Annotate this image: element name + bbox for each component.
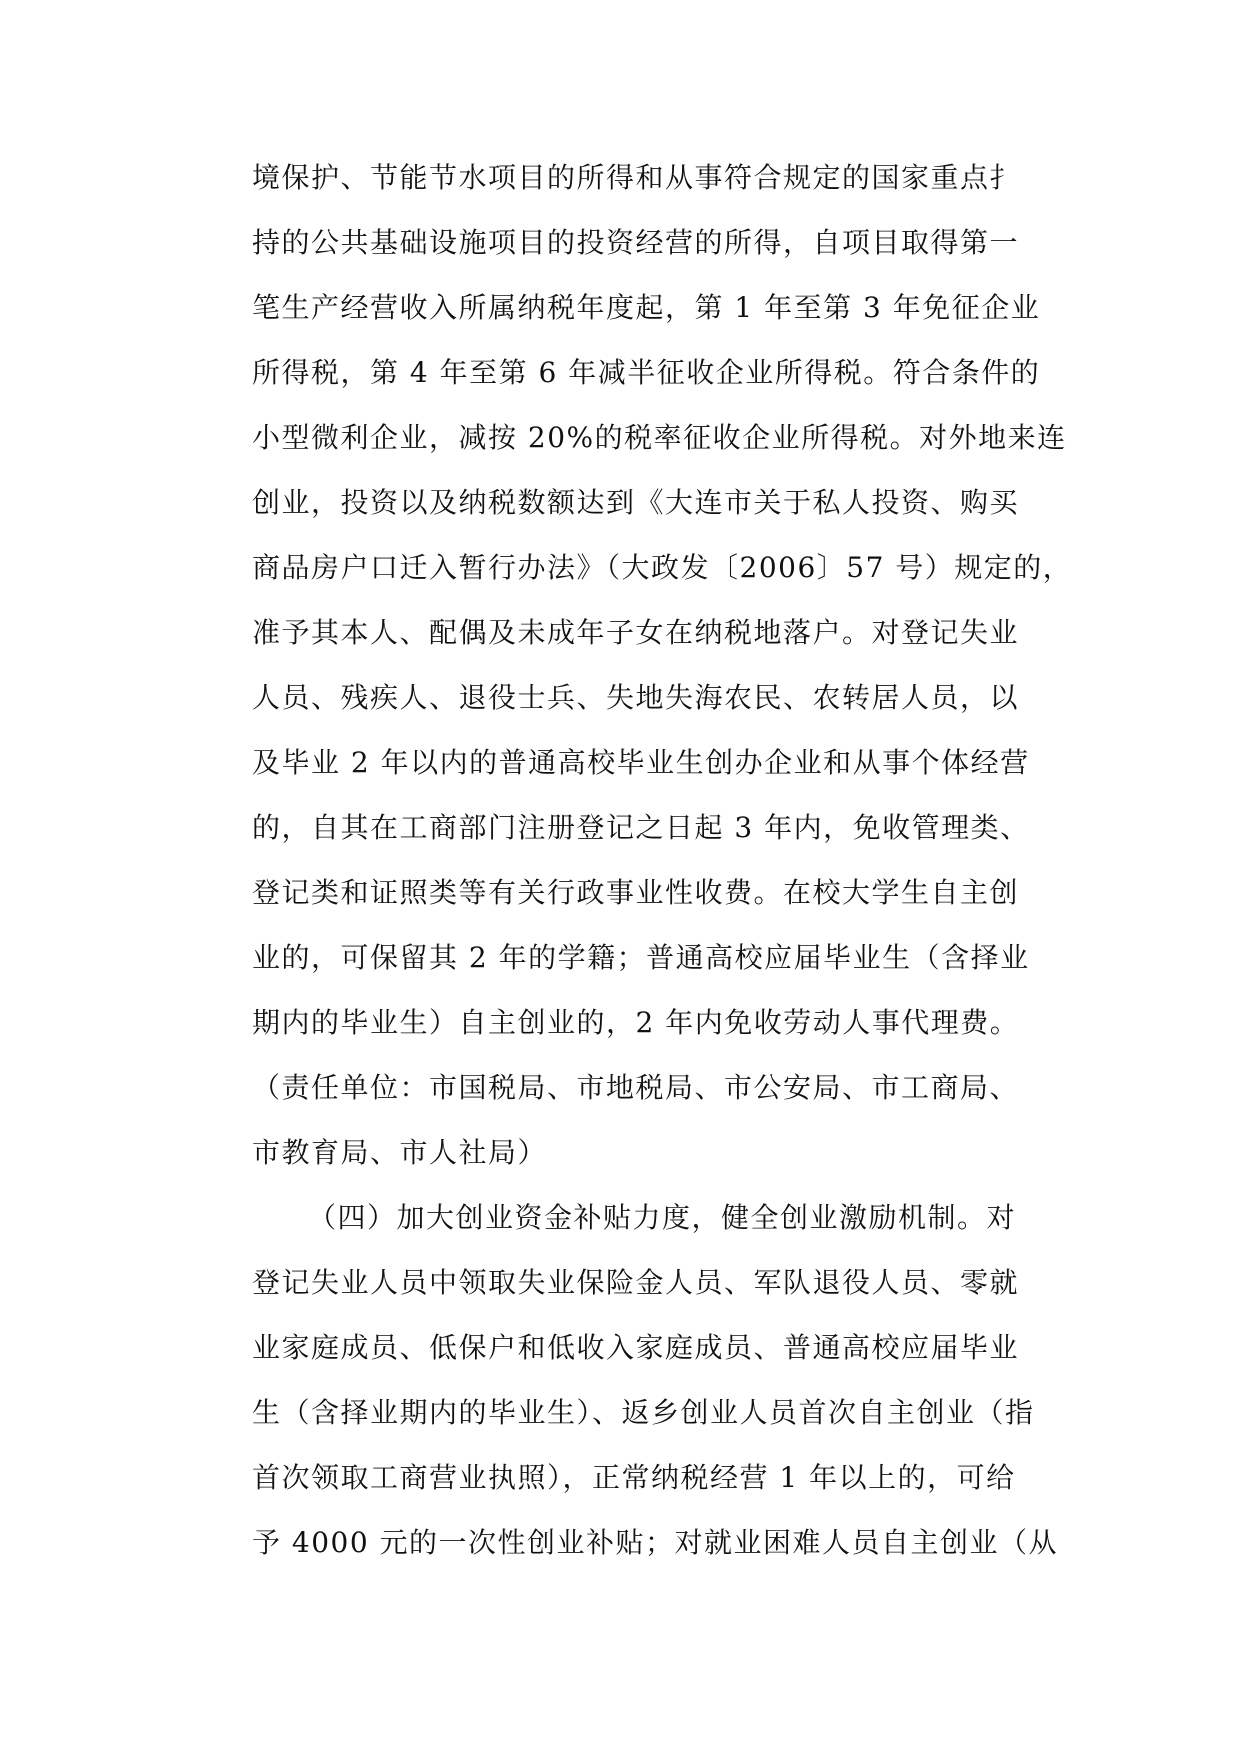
- document-body: [252, 158, 1073, 1598]
- text-line: 登记类和证照类等有关行政事业性收费。在校大学生自主创: [252, 876, 1020, 909]
- text-line: 所得税，第 4 年至第 6 年减半征收企业所得税。符合条件的: [252, 356, 1041, 389]
- text-line: 期内的毕业生）自主创业的，2 年内免收劳动人事代理费。: [252, 1006, 1020, 1039]
- text-line: 商品房户口迁入暂行办法》（大政发〔2006〕57 号）规定的，: [252, 551, 1073, 584]
- text-line: 人员、残疾人、退役士兵、失地失海农民、农转居人员，以: [252, 681, 1020, 714]
- text-line: 创业，投资以及纳税数额达到《大连市关于私人投资、购买: [252, 486, 1020, 519]
- text-line: 业家庭成员、低保户和低收入家庭成员、普通高校应届毕业: [252, 1331, 1020, 1364]
- text-line: 小型微利企业，减按 20%的税率征收企业所得税。对外地来连: [252, 421, 1067, 454]
- text-line: 准予其本人、配偶及未成年子女在纳税地落户。对登记失业: [252, 616, 1020, 649]
- text-line: 笔生产经营收入所属纳税年度起，第 1 年至第 3 年免征企业: [252, 291, 1041, 324]
- text-line: 持的公共基础设施项目的投资经营的所得，自项目取得第一: [252, 226, 1020, 259]
- text-line: 登记失业人员中领取失业保险金人员、军队退役人员、零就: [252, 1266, 1020, 1299]
- text-line: 及毕业 2 年以内的普通高校毕业生创办企业和从事个体经营: [252, 746, 1030, 779]
- text-line: 生（含择业期内的毕业生）、返乡创业人员首次自主创业（指: [252, 1396, 1035, 1429]
- text-line: 市教育局、市人社局）: [252, 1136, 548, 1169]
- text-line: 予 4000 元的一次性创业补贴；对就业困难人员自主创业（从: [252, 1526, 1059, 1559]
- section-heading-line: （四）加大创业资金补贴力度，健全创业激励机制。对: [308, 1201, 1017, 1234]
- text-line: 首次领取工商营业执照），正常纳税经营 1 年以上的，可给: [252, 1461, 1016, 1494]
- text-line: 境保护、节能节水项目的所得和从事符合规定的国家重点扌: [252, 161, 1020, 194]
- text-line: （责任单位：市国税局、市地税局、市公安局、市工商局、: [252, 1071, 1020, 1104]
- text-line: 的，自其在工商部门注册登记之日起 3 年内，免收管理类、: [252, 811, 1030, 844]
- text-line: 业的，可保留其 2 年的学籍；普通高校应届毕业生（含择业: [252, 941, 1030, 974]
